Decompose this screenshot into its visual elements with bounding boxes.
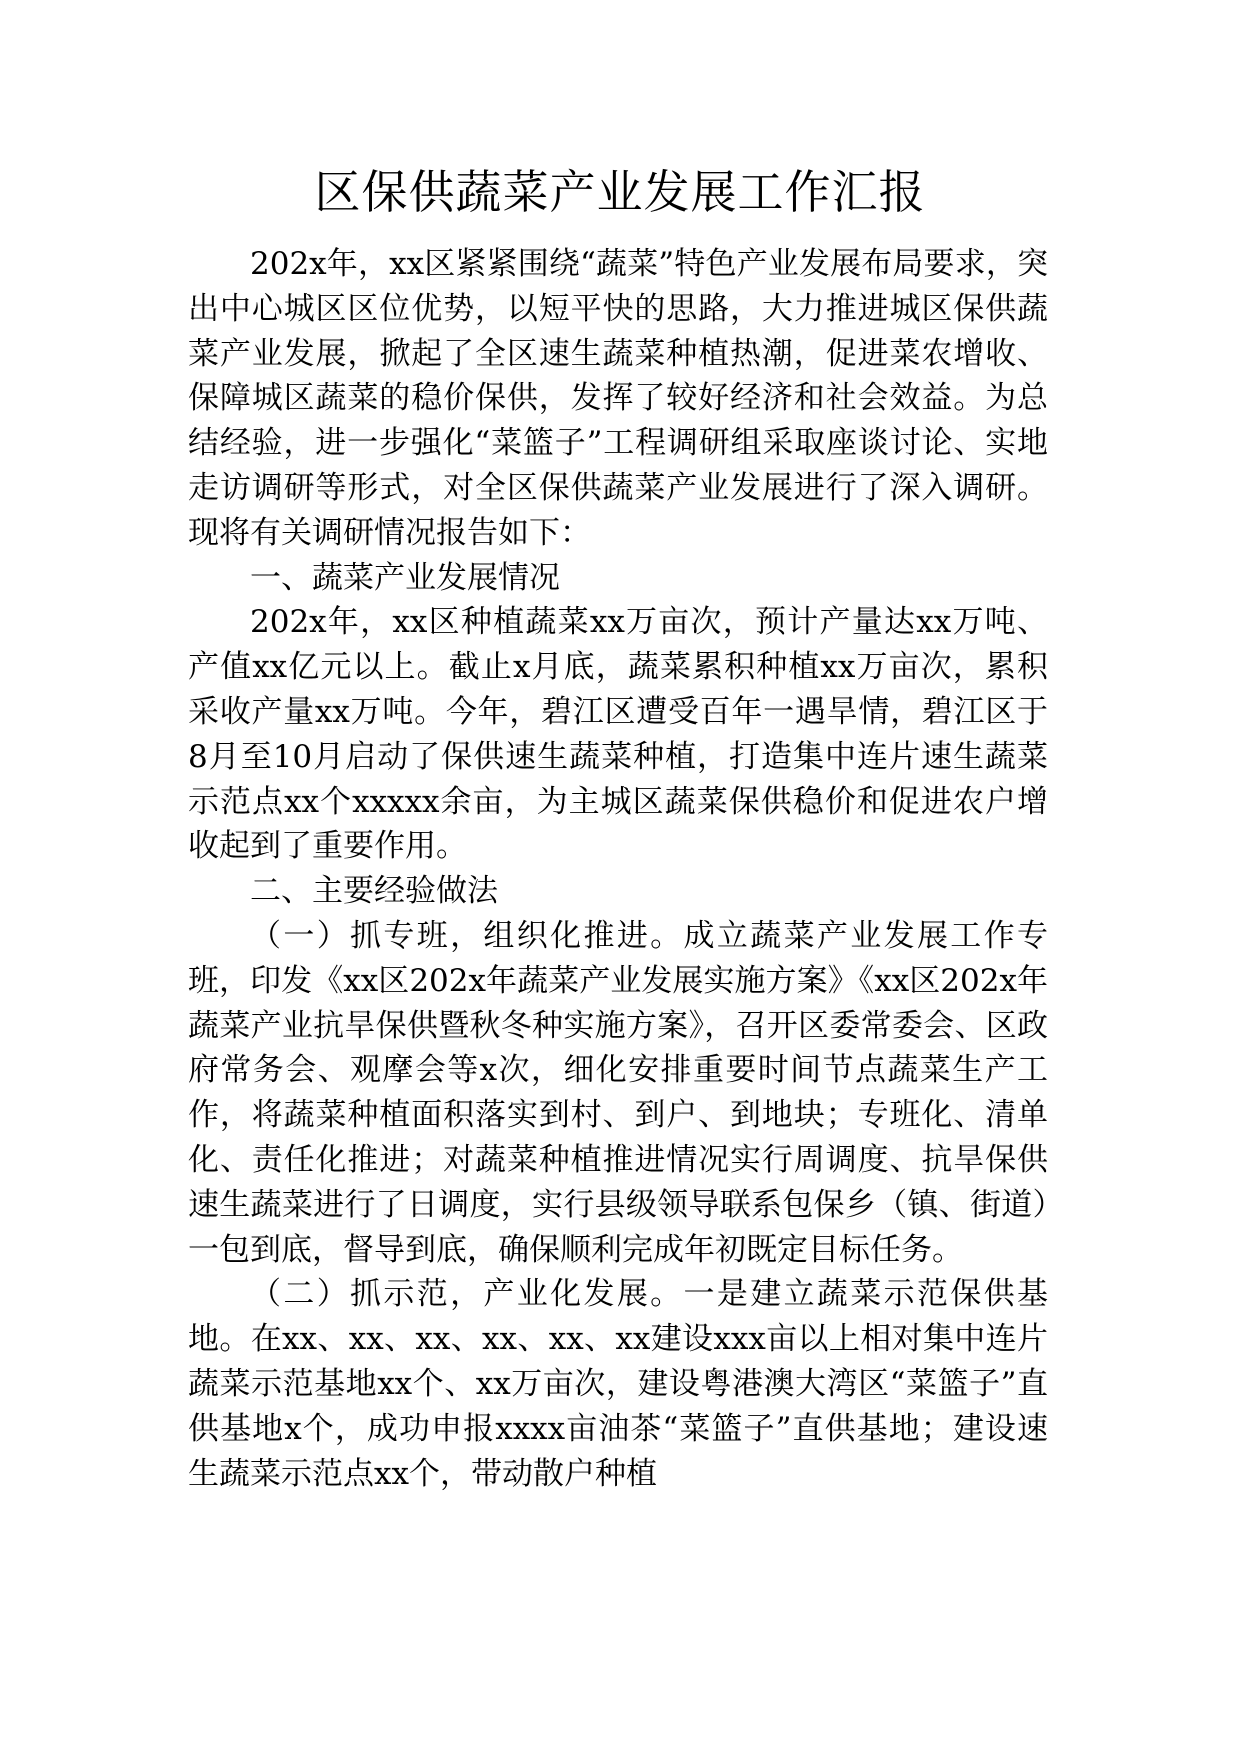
document-body [188, 242, 1048, 1496]
intro-paragraph: 202x年，xx区紧紧围绕“蔬菜”特色产业发展布局要求，突出中心城区区位优势，以短平快的思路，大力推进城区保供蔬菜产业发展，掀起了全区速生蔬菜种植热潮，促进菜农增收、保障城区蔬菜的稳价保供，发挥了较好经济和社会效益。为总结经验，进一步强化“菜篮子”工程调研组采取座谈讨论、实地走访调研等形式，对全区保供蔬菜产业发展进行了深入调研。现将有关调研情况报告如下： [188, 246, 1048, 551]
document-title: 区保供蔬菜产业发展工作汇报 [314, 165, 926, 219]
section-1-paragraph: 202x年，xx区种植蔬菜xx万亩次，预计产量达xx万吨、产值xx亿元以上。截止x月底，蔬菜累积种植xx万亩次，累积采收产量xx万吨。今年，碧江区遭受百年一遇旱情，碧江区于8月至10月启动了保供速生蔬菜种植，打造集中连片速生蔬菜示范点xx个xxxxx余亩，为主城区蔬菜保供稳价和促进农户增收起到了重要作用。 [188, 604, 1048, 865]
section-2-heading: 二、主要经验做法 [250, 873, 498, 910]
section-2-item-1-paragraph: （一）抓专班，组织化推进。成立蔬菜产业发展工作专班，印发《xx区202x年蔬菜产业发展实施方案》《xx区202x年蔬菜产业抗旱保供暨秋冬种实施方案》，召开区委常委会、区政府常务会、观摩会等x次，细化安排重要时间节点蔬菜生产工作，将蔬菜种植面积落实到村、到户、到地块；专班化、清单化、责任化推进；对蔬菜种植推进情况实行周调度、抗旱保供速生蔬菜进行了日调度，实行县级领导联系包保乡（镇、街道）一包到底，督导到底，确保顺利完成年初既定目标任务。 [188, 917, 1048, 1268]
section-2-item-2-paragraph: （二）抓示范，产业化发展。一是建立蔬菜示范保供基地。在xx、xx、xx、xx、xx、xx建设xxx亩以上相对集中连片蔬菜示范基地xx个、xx万亩次，建设粤港澳大湾区“菜篮子”直供基地x个，成功申报xxxx亩油茶“菜篮子”直供基地；建设速生蔬菜示范点xx个，带动散户种植 [188, 1276, 1048, 1492]
section-1-heading: 一、蔬菜产业发展情况 [250, 559, 560, 596]
